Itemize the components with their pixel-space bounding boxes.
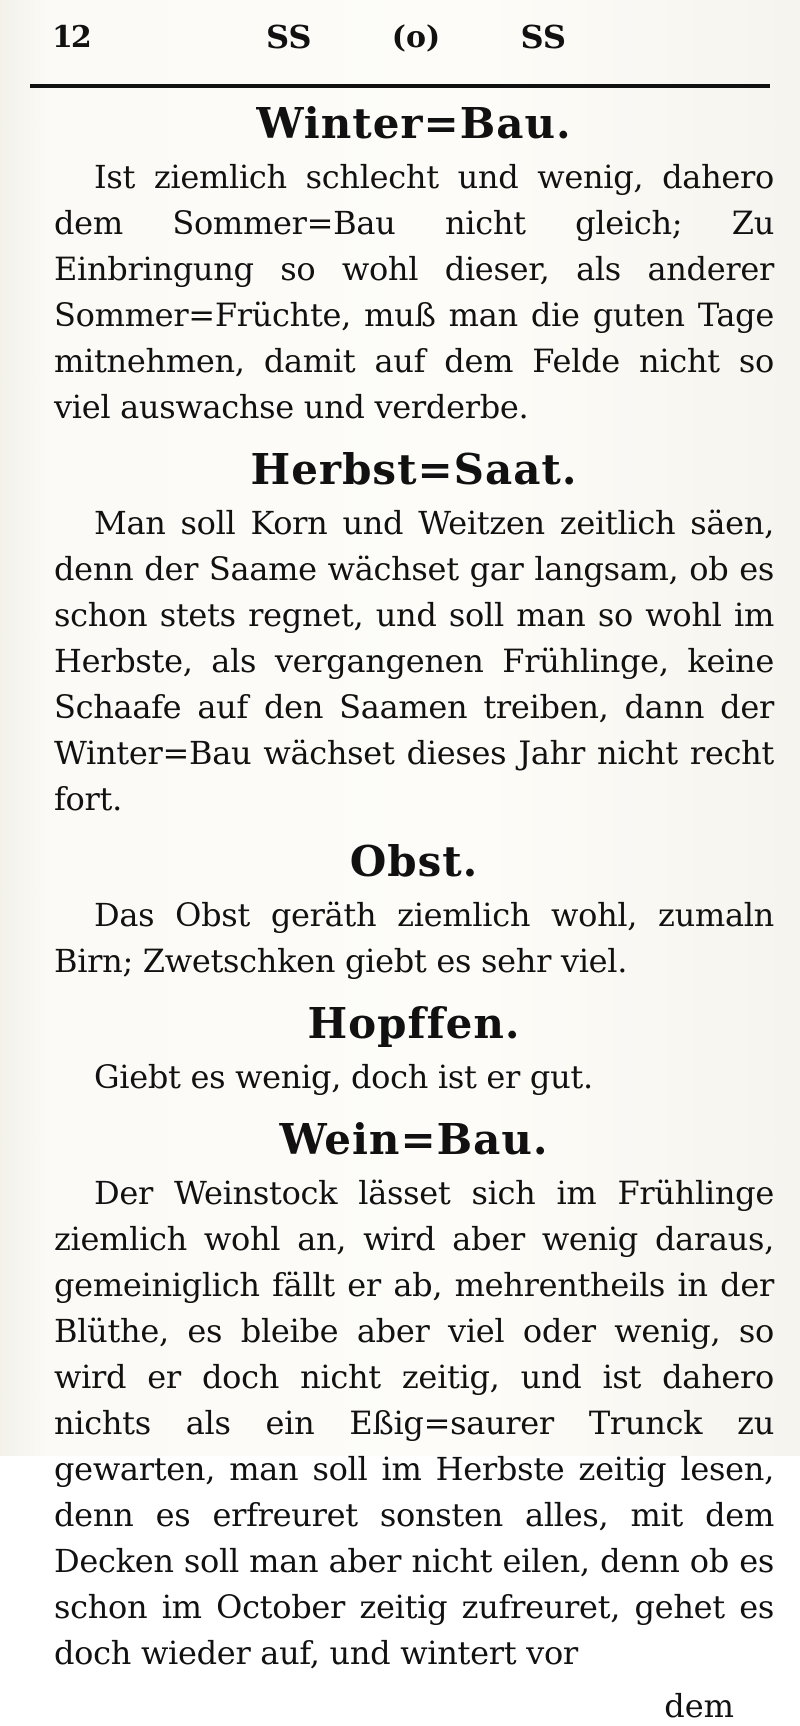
section-heading: Herbst=Saat.: [250, 445, 578, 494]
right-ornament: SS: [520, 18, 566, 56]
page-number: 12: [52, 20, 90, 55]
section-text: Giebt es wenig, doch ist er gut.: [94, 1058, 593, 1096]
section-text: Der Weinstock lässet sich im Frühlinge ziemlich wohl an, wird aber wenig daraus, gemeiniglich fällt er ab, mehrentheils in der Blüthe, es bleibe aber viel oder wenig, so wird er doch nicht zeitig, und ist dahero nichts als ein Eßig=saurer Trunck zu gewarten, man soll im Herbste zeitig lesen, denn es erfreuret sonsten alles, mit dem Decken soll man aber nicht eilen, denn ob es schon im October zeitig zufreuret, gehet es doch wieder auf, und wintert vor: [54, 1174, 774, 1672]
page-header: [30, 14, 770, 94]
header-ornaments: [266, 18, 566, 56]
section-heading: Wein=Bau.: [279, 1115, 549, 1164]
section-winter-bau: [54, 94, 774, 430]
section-obst: [54, 832, 774, 984]
left-ornament: SS: [266, 18, 312, 56]
page-body: [54, 92, 774, 1726]
center-ornament: (o): [391, 19, 441, 55]
section-heading: Hopffen.: [307, 999, 521, 1048]
section-text: Man soll Korn und Weitzen zeitlich säen, denn der Saame wächset gar langsam, ob es schon stets regnet, und soll man so wohl im Herbste, als vergangenen Frühlinge, keine Schaafe auf den Saamen treiben, dann der Winter=Bau wächset dieses Jahr nicht recht fort.: [54, 504, 774, 818]
section-heading: Winter=Bau.: [256, 99, 572, 148]
catchword: dem: [664, 1687, 734, 1725]
section-heading: Obst.: [349, 837, 479, 886]
header-rule: [30, 84, 770, 88]
section-hopffen: [54, 994, 774, 1100]
section-text: Das Obst geräth ziemlich wohl, zumaln Birn; Zwetschken giebt es sehr viel.: [54, 896, 774, 980]
section-text: Ist ziemlich schlecht und wenig, dahero dem Sommer=Bau nicht gleich; Zu Einbringung so wohl dieser, als anderer Sommer=Früchte, muß man die guten Tage mitnehmen, damit auf dem Felde nicht so viel auswachse und verderbe.: [54, 158, 774, 426]
section-wein-bau: [54, 1110, 774, 1676]
section-herbst-saat: [54, 440, 774, 822]
